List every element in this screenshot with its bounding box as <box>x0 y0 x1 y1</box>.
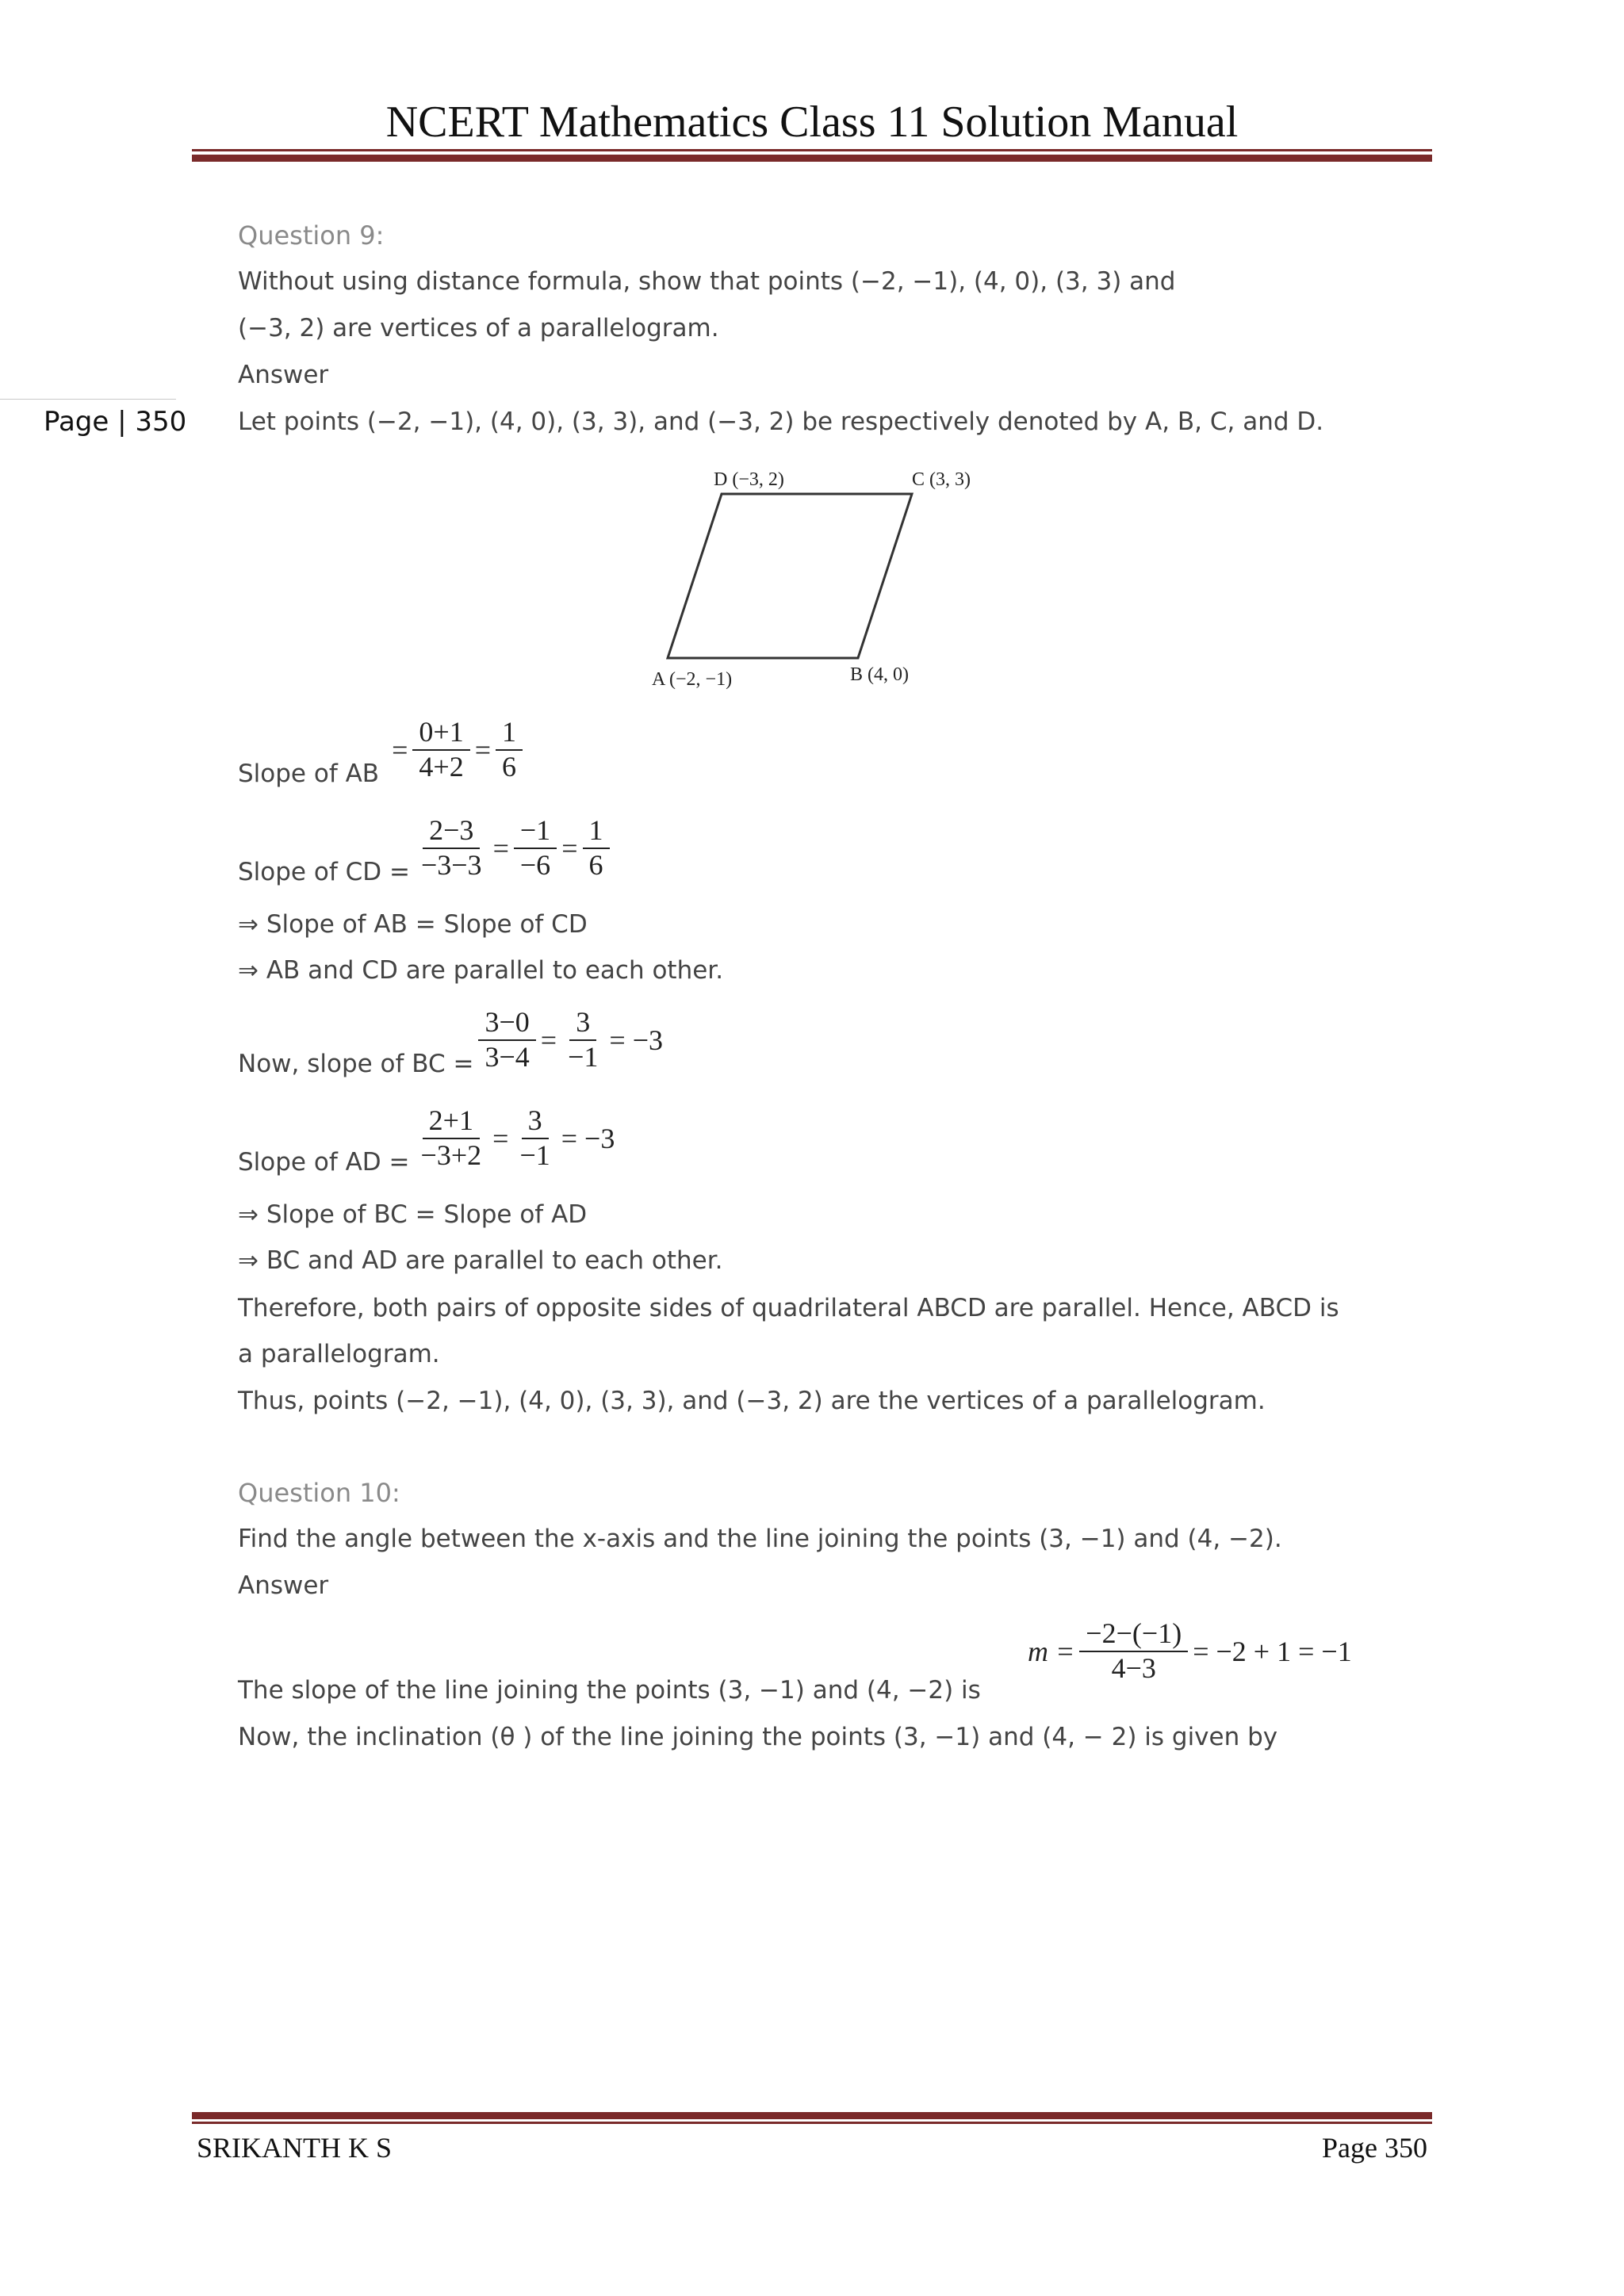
slope-cd-label: Slope of CD = <box>238 858 410 886</box>
slope-ad-fraction-1 <box>415 1106 488 1171</box>
slope-bc-equation <box>238 1002 663 1078</box>
margin-divider <box>0 399 176 400</box>
question-9-conclusion: Thus, points (−2, −1), (4, 0), (3, 3), and (−3, 2) are the vertices of a parallelogram. <box>238 1387 1266 1415</box>
slope-ad-equals-2: = <box>492 1123 509 1154</box>
footer-rule-thick <box>192 2112 1432 2119</box>
vertex-label-b: B (4, 0) <box>850 664 909 685</box>
header-rule-thin <box>192 149 1432 151</box>
slope-ab-num-1: 0+1 <box>412 718 469 751</box>
slope-cd-num-2: −1 <box>514 816 557 849</box>
margin-page-number: Page | 350 <box>44 406 187 438</box>
question-9-heading: Question 9: <box>238 220 385 251</box>
vertex-label-d: D (−3, 2) <box>714 469 784 490</box>
slope-ad-num-2: 3 <box>522 1106 549 1139</box>
slope-cd-fraction-1 <box>415 816 488 881</box>
footer-rule-thin <box>192 2122 1432 2124</box>
slope-cd-equals-2: = <box>492 832 509 864</box>
slope-bc-num-1: 3−0 <box>478 1008 535 1041</box>
slope-cd-fraction-3 <box>583 816 610 881</box>
slope-ab-equals-1: = <box>392 734 408 766</box>
slope-m-fraction <box>1079 1619 1188 1684</box>
vertex-label-a: A (−2, −1) <box>652 669 733 690</box>
slope-ad-result: = −3 <box>561 1123 615 1154</box>
slope-cd-den-3: 6 <box>588 849 603 881</box>
slope-ad-equation <box>238 1100 615 1177</box>
question-10-answer-label: Answer <box>238 1571 329 1600</box>
footer-page-number: Page 350 <box>1322 2132 1427 2164</box>
therefore-line1: Therefore, both pairs of opposite sides of quadrilateral ABCD are parallel. Hence, ABCD is <box>238 1294 1339 1322</box>
header-rule-thick <box>192 155 1432 162</box>
therefore-line2: a parallelogram. <box>238 1340 440 1368</box>
slope-m-lhs: m = <box>1028 1635 1075 1667</box>
slope-ab-den-2: 6 <box>502 751 517 783</box>
parallelogram-figure <box>634 460 999 698</box>
ab-cd-slope-statement: ⇒ Slope of AB = Slope of CD <box>238 910 588 939</box>
slope-cd-den-1: −3−3 <box>420 849 482 881</box>
slope-m-result: = −2 + 1 = −1 <box>1193 1635 1352 1667</box>
bc-ad-parallel-statement: ⇒ BC and AD are parallel to each other. <box>238 1246 723 1275</box>
footer-author: SRIKANTH K S <box>197 2132 393 2164</box>
slope-m-den: 4−3 <box>1111 1651 1156 1684</box>
slope-cd-equation <box>238 810 610 886</box>
slope-ab-fraction-1 <box>412 718 469 783</box>
slope-ab-label: Slope of AB <box>238 760 380 788</box>
slope-ad-num-1: 2+1 <box>423 1106 480 1139</box>
question-10-heading: Question 10: <box>238 1478 400 1508</box>
slope-ab-num-2: 1 <box>496 718 523 751</box>
parallelogram-shape <box>668 494 912 658</box>
question-10-inclination: Now, the inclination (θ ) of the line joining the points (3, −1) and (4, − 2) is given by <box>238 1723 1278 1751</box>
slope-ad-fraction-2 <box>513 1106 556 1171</box>
slope-cd-fraction-2 <box>514 816 557 881</box>
slope-bc-fraction-1 <box>478 1008 535 1073</box>
question-9-text-line1: Without using distance formula, show that points (−2, −1), (4, 0), (3, 3) and <box>238 267 1176 296</box>
slope-ad-den-2: −1 <box>519 1139 550 1171</box>
slope-cd-equals-3: = <box>561 832 578 864</box>
slope-m-equation <box>1028 1619 1352 1684</box>
question-9-text-line2: (−3, 2) are vertices of a parallelogram. <box>238 314 719 342</box>
slope-cd-num-3: 1 <box>583 816 610 849</box>
slope-ab-equation <box>238 712 523 788</box>
ab-cd-parallel-statement: ⇒ AB and CD are parallel to each other. <box>238 956 724 985</box>
slope-bc-label: Now, slope of BC = <box>238 1050 474 1078</box>
slope-bc-den-2: −1 <box>568 1041 599 1073</box>
slope-bc-num-2: 3 <box>569 1008 596 1041</box>
slope-bc-result: = −3 <box>609 1024 664 1056</box>
slope-cd-den-2: −6 <box>519 849 551 881</box>
question-10-slope-text: The slope of the line joining the points (3, −1) and (4, −2) is <box>238 1676 981 1705</box>
question-10-text: Find the angle between the x-axis and the line joining the points (3, −1) and (4, −2). <box>238 1525 1282 1553</box>
vertex-label-c: C (3, 3) <box>912 469 971 490</box>
slope-ab-equals-2: = <box>474 734 492 766</box>
slope-bc-equals-2: = <box>540 1024 557 1056</box>
slope-m-num: −2−(−1) <box>1079 1619 1188 1652</box>
question-9-answer-label: Answer <box>238 361 329 389</box>
page-header-title: NCERT Mathematics Class 11 Solution Manual <box>385 98 1239 147</box>
slope-ab-den-1: 4+2 <box>419 751 464 783</box>
slope-ad-label: Slope of AD = <box>238 1148 410 1177</box>
question-9-intro: Let points (−2, −1), (4, 0), (3, 3), and (−3, 2) be respectively denoted by A, B, C, and D. <box>238 408 1324 436</box>
slope-bc-fraction-2 <box>561 1008 604 1073</box>
slope-ab-fraction-2 <box>496 718 523 783</box>
slope-bc-den-1: 3−4 <box>485 1041 530 1073</box>
bc-ad-slope-statement: ⇒ Slope of BC = Slope of AD <box>238 1200 588 1229</box>
slope-ad-den-1: −3+2 <box>420 1139 482 1171</box>
slope-cd-num-1: 2−3 <box>423 816 480 849</box>
